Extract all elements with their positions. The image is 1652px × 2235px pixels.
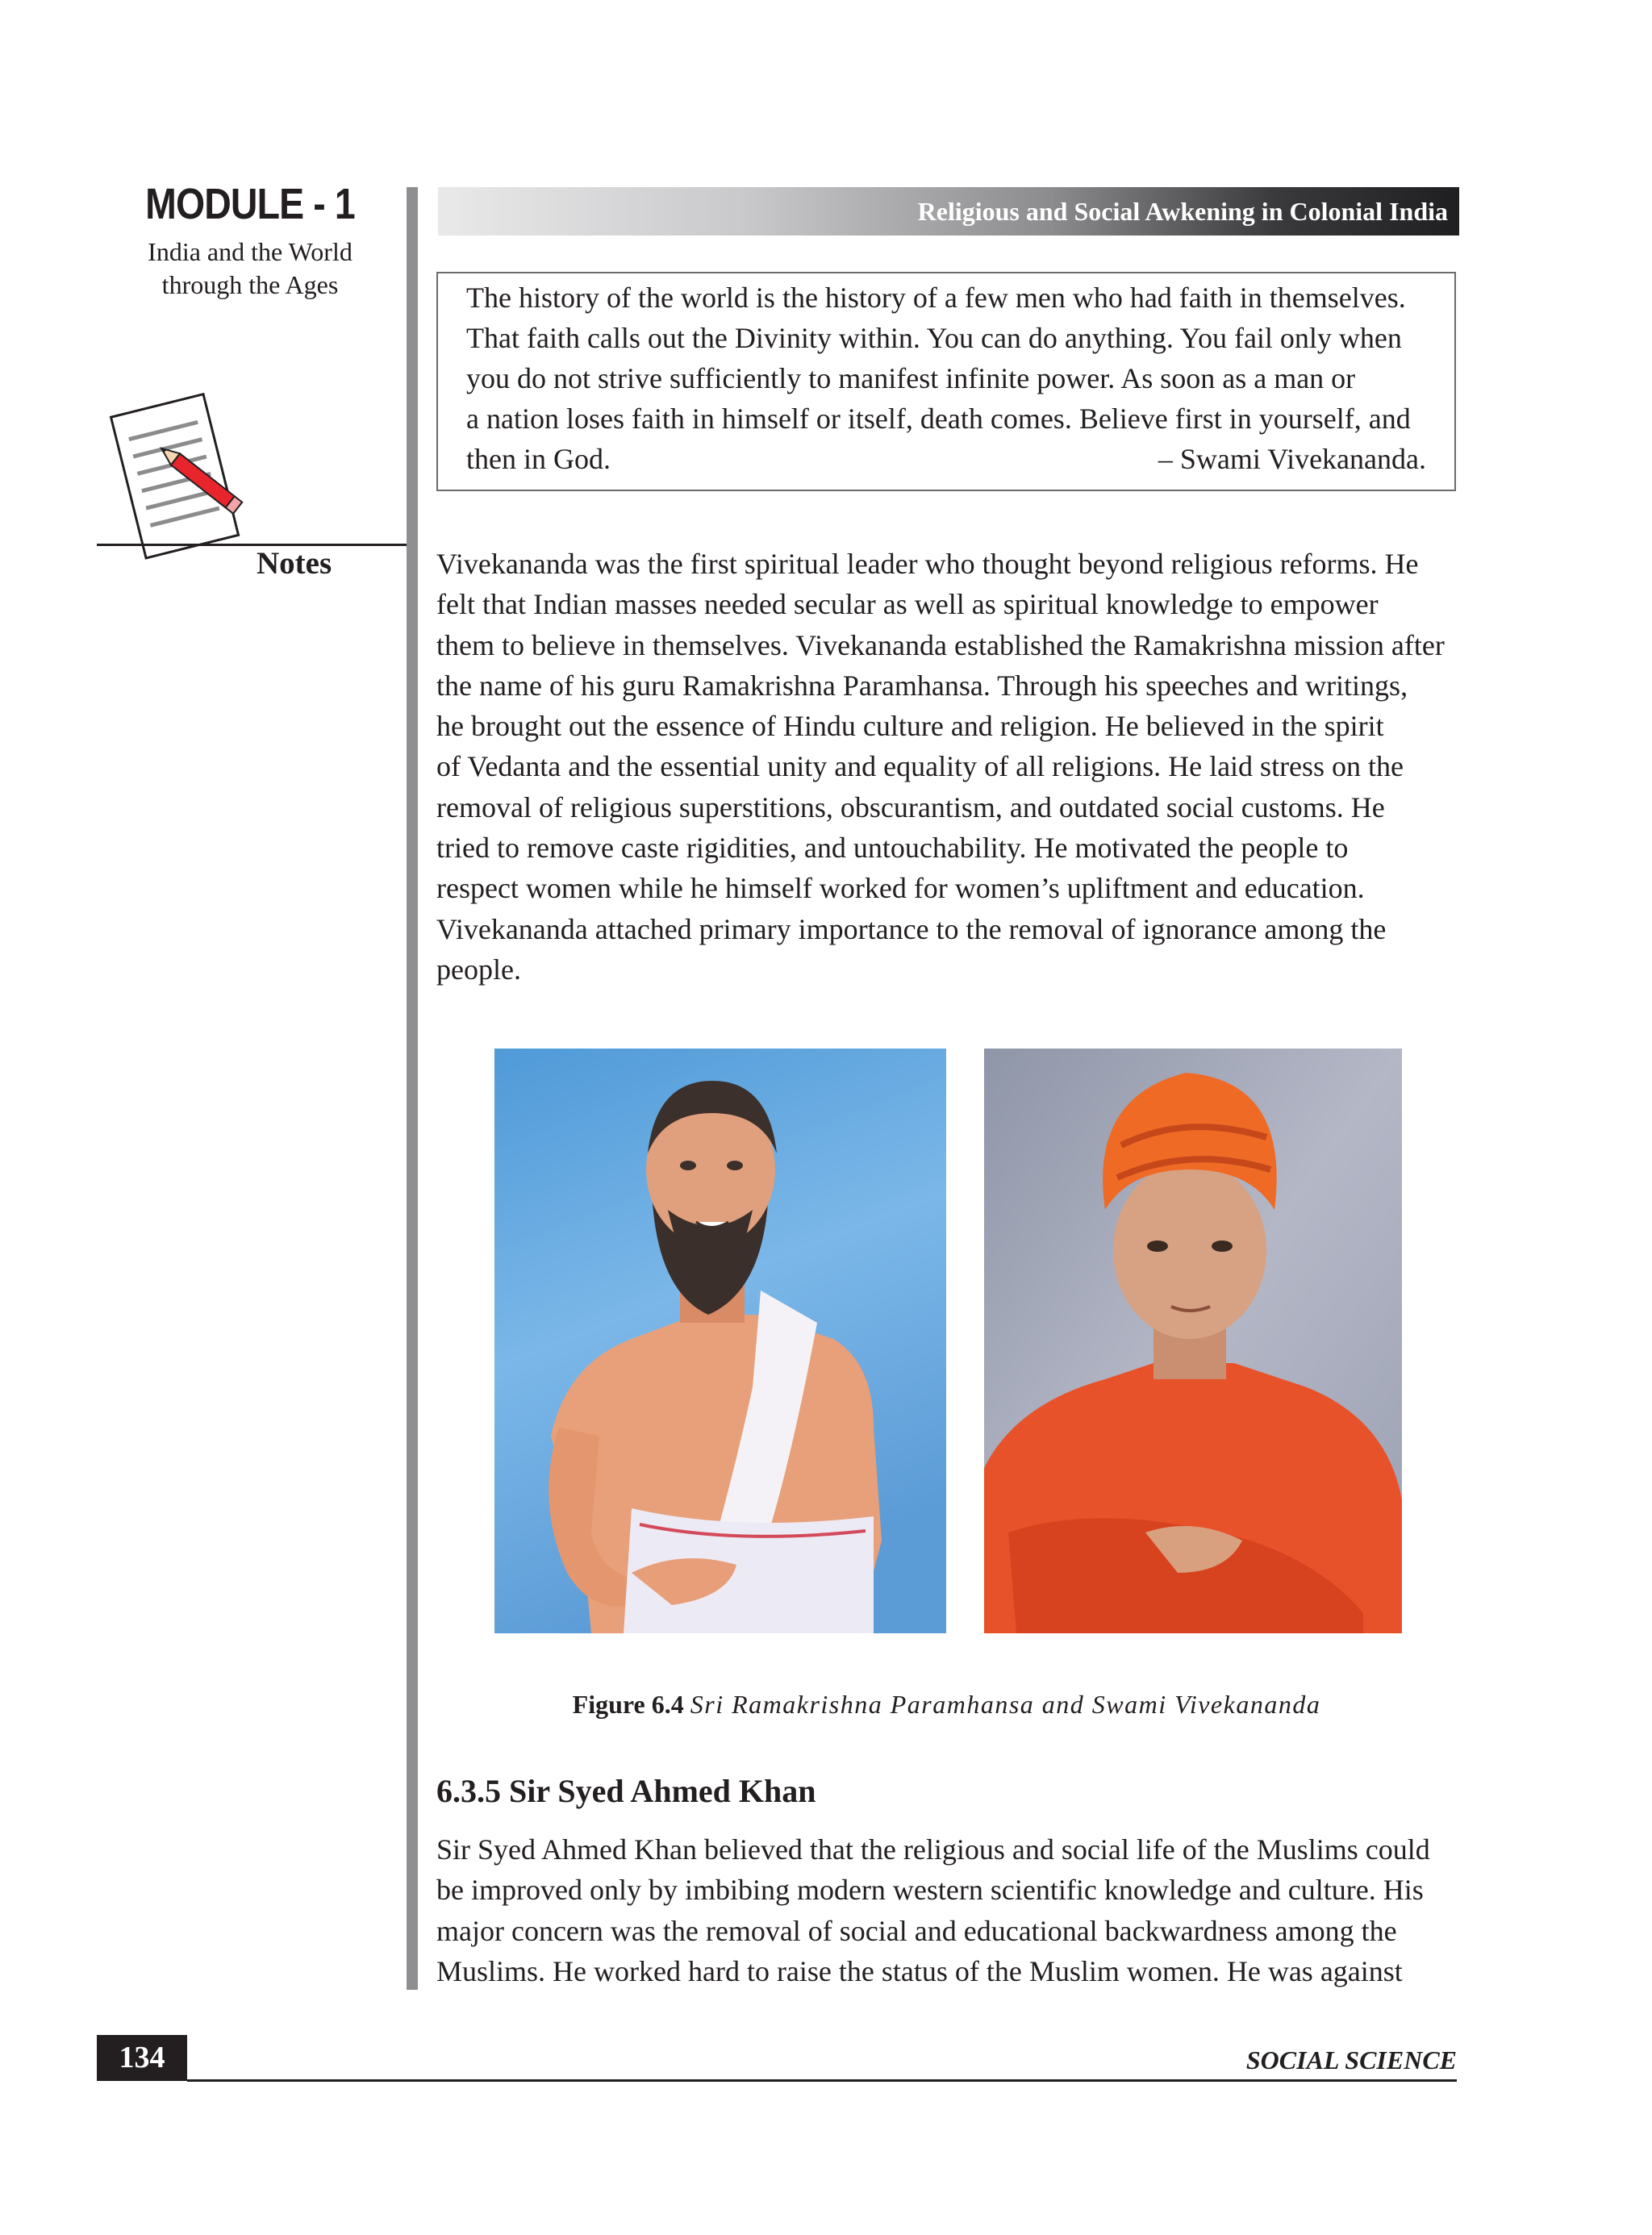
- paragraph-line: the name of his guru Ramakrishna Paramhansa. Through his speeches and writings,: [436, 669, 1408, 702]
- paragraph-line: removal of religious superstitions, obscurantism, and outdated social customs. He: [436, 790, 1385, 824]
- quote-line: That faith calls out the Divinity within. You can do anything. You fail only when: [466, 322, 1402, 354]
- ramakrishna-portrait: [494, 1049, 946, 1633]
- notes-label: Notes: [257, 546, 332, 581]
- module-title: MODULE - 1: [145, 180, 355, 228]
- paragraph-line: felt that Indian masses needed secular as well as spiritual knowledge to empower: [436, 588, 1379, 621]
- paragraph-line: he brought out the essence of Hindu culture and religion. He believed in the spirit: [436, 710, 1384, 743]
- running-header-title: Religious and Social Awkening in Colonial India: [917, 197, 1448, 226]
- margin-vertical-bar: [407, 187, 418, 1990]
- paragraph-syed-ahmed-khan: [436, 1829, 1457, 1991]
- notes-divider: [97, 544, 407, 546]
- vivekananda-portrait: [984, 1049, 1402, 1633]
- module-subtitle: [121, 236, 379, 302]
- figure-label: Figure 6.4: [572, 1690, 684, 1719]
- quote-line: then in God.: [466, 443, 611, 475]
- section-heading: 6.3.5 Sir Syed Ahmed Khan: [436, 1773, 816, 1809]
- paragraph-line: be improved only by imbibing modern western scientific knowledge and culture. His: [436, 1874, 1424, 1907]
- notes-pencil-icon: [95, 389, 257, 566]
- paragraph-line: tried to remove caste rigidities, and untouchability. He motivated the people to: [436, 832, 1349, 865]
- paragraph-line: them to believe in themselves. Vivekananda established the Ramakrishna mission after: [436, 628, 1445, 661]
- figure-caption-text: Sri Ramakrishna Paramhansa and Swami Vivekananda: [690, 1690, 1321, 1719]
- quote-line: The history of the world is the history of a few men who had faith in themselves.: [466, 281, 1406, 314]
- module-subtitle-line-2: through the Ages: [161, 270, 339, 299]
- paragraph-line: of Vedanta and the essential unity and equality of all religions. He laid stress on the: [436, 750, 1404, 783]
- quote-author: – Swami Vivekananda.: [1158, 443, 1426, 475]
- quote-line: you do not strive sufficiently to manifest infinite power. As soon as a man or: [466, 362, 1356, 394]
- quote-last-line: [466, 439, 1426, 479]
- paragraph-line: people.: [436, 953, 521, 986]
- paragraph-line: Sir Syed Ahmed Khan believed that the religious and social life of the Muslims could: [436, 1833, 1430, 1866]
- paragraph-line: Muslims. He worked hard to raise the status of the Muslim women. He was against: [436, 1954, 1403, 1987]
- paragraph-line: respect women while he himself worked for women’s upliftment and education.: [436, 872, 1365, 905]
- paragraph-line: Vivekananda was the first spiritual leader who thought beyond religious reforms. He: [436, 548, 1419, 580]
- quote-line: a nation loses faith in himself or itself, death comes. Believe first in yourself, and: [466, 402, 1411, 435]
- paragraph-vivekananda: [436, 544, 1457, 990]
- paragraph-line: Vivekananda attached primary importance to the removal of ignorance among the: [436, 912, 1387, 945]
- module-subtitle-line-1: India and the World: [148, 237, 353, 266]
- paragraph-line: major concern was the removal of social and educational backwardness among the: [436, 1914, 1397, 1947]
- page-number: 134: [119, 2041, 165, 2074]
- figure-caption: [436, 1690, 1457, 1720]
- footer-rule: [187, 2079, 1457, 2082]
- footer-subject: SOCIAL SCIENCE: [1245, 2045, 1457, 2074]
- running-header: [438, 187, 1459, 236]
